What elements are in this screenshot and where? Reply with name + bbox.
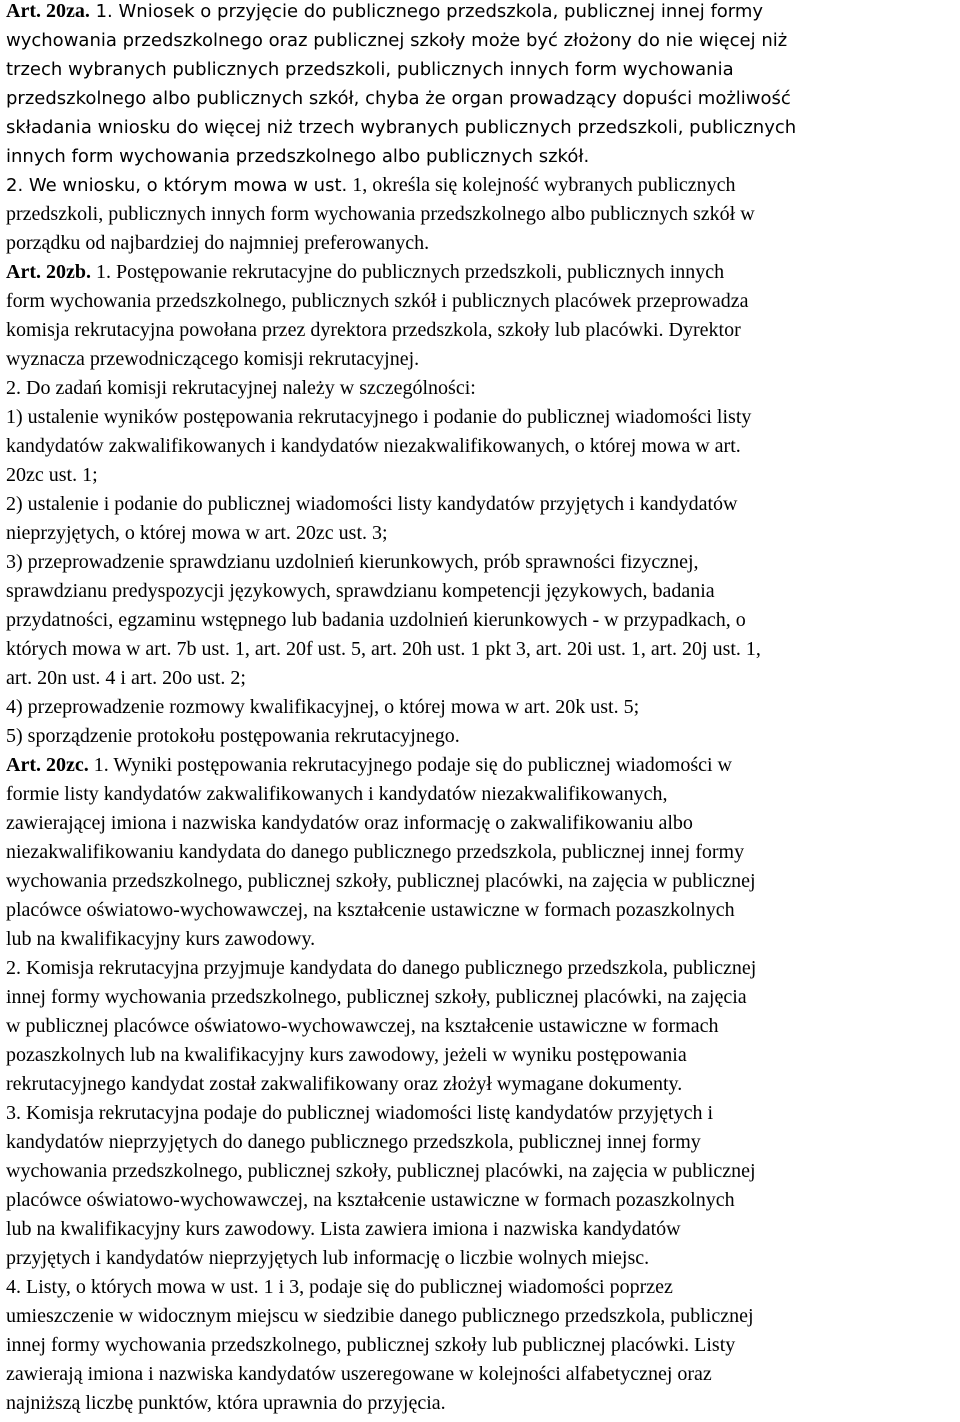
art-20zb-item-line: przydatności, egzaminu wstępnego lub badania uzdolnień kierunkowych - w przypadkach, o — [6, 609, 746, 631]
art-20zc-line: rekrutacyjnego kandydat został zakwalifikowany oraz złożył wymagane dokumenty. — [6, 1073, 683, 1095]
art-20za-line-1 — [6, 0, 763, 26]
art-20za-p1-number: 1. — [89, 1, 113, 22]
art-20zb-item-line: 5) sporządzenie protokołu postępowania rekrutacyjnego. — [6, 725, 460, 747]
art-20zc-line: 3. Komisja rekrutacyjna podaje do publicznej wiadomości listę kandydatów przyjętych i — [6, 1102, 714, 1124]
art-20zb-item-line: nieprzyjętych, o której mowa w art. 20zc ust. 3; — [6, 522, 388, 544]
art-20zc-p1-number: 1. — [88, 754, 109, 776]
art-20zb-item-line: 3) przeprowadzenie sprawdzianu uzdolnień kierunkowych, prób sprawności fizycznej, — [6, 551, 699, 573]
art-20za-line: wychowania przedszkolnego oraz publicznej szkoły może być złożony do nie więcej niż — [6, 30, 788, 51]
art-20zb-p1-number: 1. — [90, 261, 111, 283]
art-20za-line: porządku od najbardziej do najmniej preferowanych. — [6, 232, 430, 254]
art-20zc-line-1 — [6, 751, 732, 780]
art-20zc-line: wychowania przedszkolnego, publicznej szkoły, publicznej placówki, na zajęcia w publicznej — [6, 1160, 756, 1182]
art-20za-p2-rest: 1, określa się kolejność wybranych publicznych — [347, 174, 736, 196]
art-20zc-line: innej formy wychowania przedszkolnego, publicznej szkoły, publicznej placówki, na zajęcia — [6, 986, 747, 1008]
art-20zb-item-line: 2) ustalenie i podanie do publicznej wiadomości listy kandydatów przyjętych i kandydatów — [6, 493, 738, 515]
art-20za-line: przedszkolnego albo publicznych szkół, chyba że organ prowadzący dopuści możliwość — [6, 88, 791, 109]
art-20zb-item-line: art. 20n ust. 4 i art. 20o ust. 2; — [6, 667, 246, 689]
art-20za-p2-line-1 — [6, 171, 735, 200]
art-20zb-p2-intro: 2. Do zadań komisji rekrutacyjnej należy w szczególności: — [6, 377, 476, 399]
art-20zb-heading: Art. 20zb. — [6, 261, 91, 283]
art-20za-line: składania wniosku do więcej niż trzech wybranych publicznych przedszkoli, publicznych — [6, 117, 797, 138]
art-20zc-line: 4. Listy, o których mowa w ust. 1 i 3, podaje się do publicznej wiadomości poprzez — [6, 1276, 673, 1298]
art-20zc-line: innej formy wychowania przedszkolnego, publicznej szkoły lub publicznej placówki. Listy — [6, 1334, 736, 1356]
art-20zc-line: kandydatów nieprzyjętych do danego publicznego przedszkola, publicznej innej formy — [6, 1131, 701, 1153]
art-20zc-line: zawierającej imiona i nazwiska kandydatów oraz informację o zakwalifikowaniu albo — [6, 812, 693, 834]
art-20zb-line: wyznacza przewodniczącego komisji rekrutacyjnej. — [6, 348, 420, 370]
art-20zb-line-1 — [6, 258, 724, 287]
art-20zb-line: komisja rekrutacyjna powołana przez dyrektora przedszkola, szkoły lub placówki. Dyrektor — [6, 319, 741, 341]
art-20za-p1-text: Wniosek o przyjęcie do publicznego przedszkola, publicznej innej formy — [112, 1, 764, 22]
art-20zc-line: placówce oświatowo-wychowawczej, na kształcenie ustawiczne w formach pozaszkolnych — [6, 1189, 735, 1211]
art-20zb-p1-text: Postępowanie rekrutacyjne do publicznych przedszkoli, publicznych innych — [110, 261, 725, 283]
art-20za-heading: Art. 20za. — [6, 0, 90, 22]
art-20za-line: przedszkoli, publicznych innych form wychowania przedszkolnego albo publicznych szkół w — [6, 203, 755, 225]
art-20za-line: innych form wychowania przedszkolnego albo publicznych szkół. — [6, 146, 590, 167]
art-20zc-heading: Art. 20zc. — [6, 754, 89, 776]
art-20zc-line: formie listy kandydatów zakwalifikowanych i kandydatów niezakwalifikowanych, — [6, 783, 668, 805]
art-20zb-item-line: 1) ustalenie wyników postępowania rekrutacyjnego i podanie do publicznej wiadomości listy — [6, 406, 752, 428]
art-20za-line: trzech wybranych publicznych przedszkoli, publicznych innych form wychowania — [6, 59, 734, 80]
art-20zb-item-line: których mowa w art. 7b ust. 1, art. 20f ust. 5, art. 20h ust. 1 pkt 3, art. 20i ust. 1, art. 20j ust. 1, — [6, 638, 761, 660]
art-20zc-line: lub na kwalifikacyjny kurs zawodowy. Lista zawiera imiona i nazwiska kandydatów — [6, 1218, 681, 1240]
art-20zc-line: zawierają imiona i nazwiska kandydatów uszeregowane w kolejności alfabetycznej oraz — [6, 1363, 712, 1385]
art-20zc-line: lub na kwalifikacyjny kurs zawodowy. — [6, 928, 316, 950]
art-20zb-item-line: 20zc ust. 1; — [6, 464, 98, 486]
art-20zc-line: niezakwalifikowaniu kandydata do danego publicznego przedszkola, publicznej innej formy — [6, 841, 745, 863]
art-20zc-line: umieszczenie w widocznym miejscu w siedzibie danego publicznego przedszkola, publicznej — [6, 1305, 754, 1327]
art-20zc-line: w publicznej placówce oświatowo-wychowawczej, na kształcenie ustawiczne w formach — [6, 1015, 719, 1037]
art-20zc-line: 2. Komisja rekrutacyjna przyjmuje kandydata do danego publicznego przedszkola, publicznej — [6, 957, 757, 979]
art-20zc-line: pozaszkolnych lub na kwalifikacyjny kurs zawodowy, jeżeli w wyniku postępowania — [6, 1044, 687, 1066]
art-20zc-p1-text: Wyniki postępowania rekrutacyjnego podaje się do publicznej wiadomości w — [108, 754, 732, 776]
art-20za-p2-start: 2. We wniosku, o którym mowa w ust. — [6, 175, 348, 196]
art-20zb-line: form wychowania przedszkolnego, publicznych szkół i publicznych placówek przeprowadza — [6, 290, 749, 312]
art-20zc-line: przyjętych i kandydatów nieprzyjętych lub informację o liczbie wolnych miejsc. — [6, 1247, 650, 1269]
art-20zb-item-line: kandydatów zakwalifikowanych i kandydatów niezakwalifikowanych, o której mowa w art. — [6, 435, 741, 457]
art-20zb-item-line: 4) przeprowadzenie rozmowy kwalifikacyjnej, o której mowa w art. 20k ust. 5; — [6, 696, 640, 718]
art-20zc-line: najniższą liczbę punktów, która uprawnia do przyjęcia. — [6, 1392, 446, 1414]
art-20zb-item-line: sprawdzianu predyspozycji językowych, sprawdzianu kompetencji językowych, badania — [6, 580, 715, 602]
art-20zc-line: placówce oświatowo-wychowawczej, na kształcenie ustawiczne w formach pozaszkolnych — [6, 899, 735, 921]
art-20zc-line: wychowania przedszkolnego, publicznej szkoły, publicznej placówki, na zajęcia w publicznej — [6, 870, 756, 892]
